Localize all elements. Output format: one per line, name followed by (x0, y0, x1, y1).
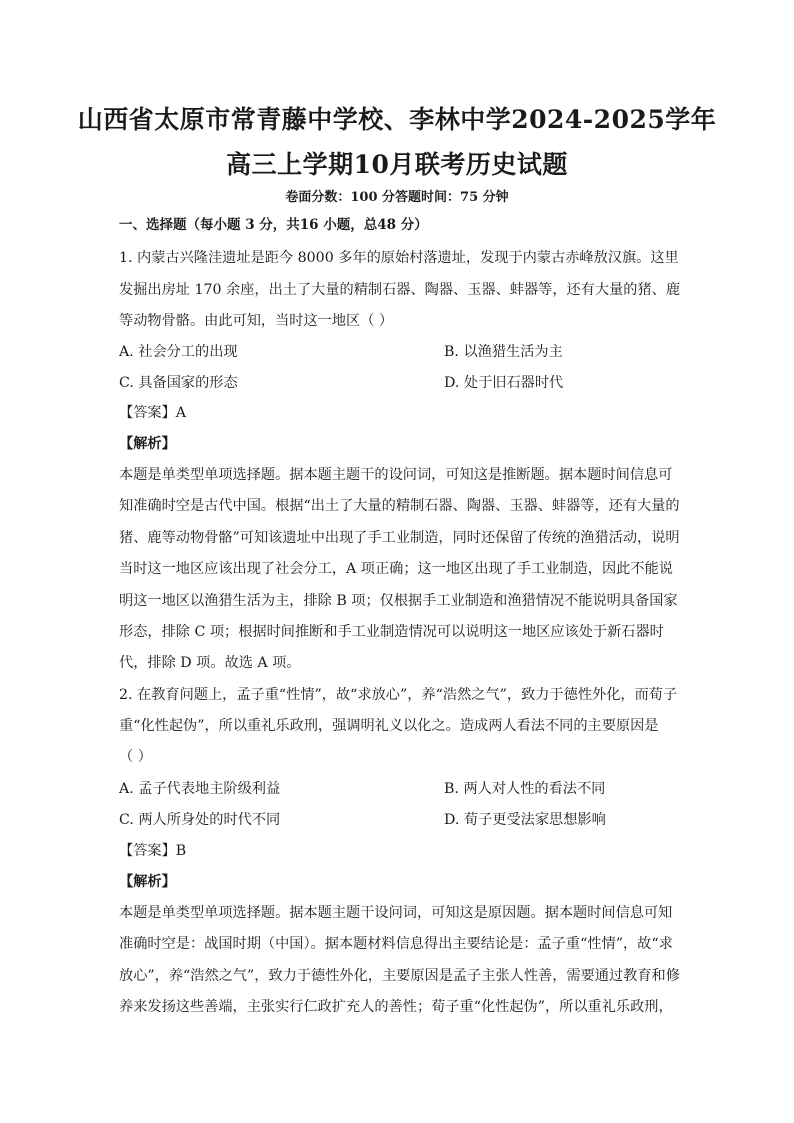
q1-analysis-line: 本题是单类型单项选择题。据本题主题干的设问词，可知这是推断题。据本题时间信息可 (119, 467, 673, 483)
document-title-line-1: 山西省太原市常青藤中学校、李林中学2024-2025学年 (77, 105, 717, 134)
q2-stem-line: （ ） (119, 749, 152, 765)
q2-option-a: A. 孟子代表地主阶级利益 (119, 781, 281, 797)
q2-analysis-line: 养来发扬这些善端，主张实行仁政扩充人的善性；荀子重“化性起伪”，所以重礼乐政刑， (119, 999, 673, 1015)
q1-stem-line: 发掘出房址 170 余座，出土了大量的精制石器、陶器、玉器、蚌器等，还有大量的猪、鹿 (119, 282, 681, 298)
q1-analysis-line: 知准确时空是古代中国。根据“出土了大量的精制石器、陶器、玉器、蚌器等，还有大量的 (119, 498, 680, 514)
section-heading: 一、选择题（每小题 3 分，共16 小题，总48 分） (119, 217, 428, 233)
q2-answer: 【答案】B (119, 843, 187, 859)
q1-option-a: A. 社会分工的出现 (119, 344, 238, 360)
document-title-line-2: 高三上学期10月联考历史试题 (226, 150, 568, 179)
q2-analysis-line: 本题是单类型单项选择题。据本题主题干设问词，可知这是原因题。据本题时间信息可知 (119, 905, 673, 921)
q2-option-d: D. 荀子更受法家思想影响 (444, 812, 606, 828)
q1-analysis-line: 明这一地区以渔猎生活为主，排除 B 项；仅根据手工业制造和渔猎情况不能说明具备国家 (119, 593, 678, 609)
q2-option-c: C. 两人所身处的时代不同 (119, 812, 281, 828)
q1-analysis-line: 形态，排除 C 项；根据时间推断和手工业制造情况可以说明这一地区应该处于新石器时 (119, 624, 664, 640)
q1-analysis-label: 【解析】 (119, 436, 176, 452)
q1-option-d: D. 处于旧石器时代 (444, 375, 564, 391)
q2-analysis-line: 放心”，养“浩然之气”，致力于德性外化，主要原因是孟子主张人性善，需要通过教育和修 (119, 968, 680, 984)
q2-analysis-label: 【解析】 (119, 874, 176, 890)
q1-stem-line: 1. 内蒙古兴隆洼遗址是距今 8000 多年的原始村落遗址，发现于内蒙古赤峰敖汉旗。这里 (119, 250, 679, 266)
q1-analysis-line: 猪、鹿等动物骨骼”可知该遗址中出现了手工业制造，同时还保留了传统的渔猎活动，说明 (119, 530, 680, 546)
exam-meta: 卷面分数：100 分答题时间：75 分钟 (285, 190, 509, 205)
q2-stem-line: 2. 在教育问题上，孟子重“性情”，故“求放心”，养“浩然之气”，致力于德性外化，而荀子 (119, 687, 678, 703)
q1-answer: 【答案】A (119, 405, 186, 421)
q1-analysis-line: 代，排除 D 项。故选 A 项。 (119, 655, 301, 671)
q1-stem-line: 等动物骨骼。由此可知，当时这一地区（ ） (119, 313, 394, 329)
q1-option-b: B. 以渔猎生活为主 (444, 344, 563, 360)
q2-stem-line: 重“化性起伪”，所以重礼乐政刑，强调明礼义以化之。造成两人看法不同的主要原因是 (119, 718, 659, 734)
q1-option-c: C. 具备国家的形态 (119, 375, 238, 391)
q2-option-b: B. 两人对人性的看法不同 (444, 781, 606, 797)
q2-analysis-line: 准确时空是：战国时期（中国）。据本题材料信息得出主要结论是：孟子重“性情”，故“求 (119, 936, 673, 952)
q1-analysis-line: 当时这一地区应该出现了社会分工，A 项正确；这一地区出现了手工业制造，因此不能说 (119, 561, 673, 577)
